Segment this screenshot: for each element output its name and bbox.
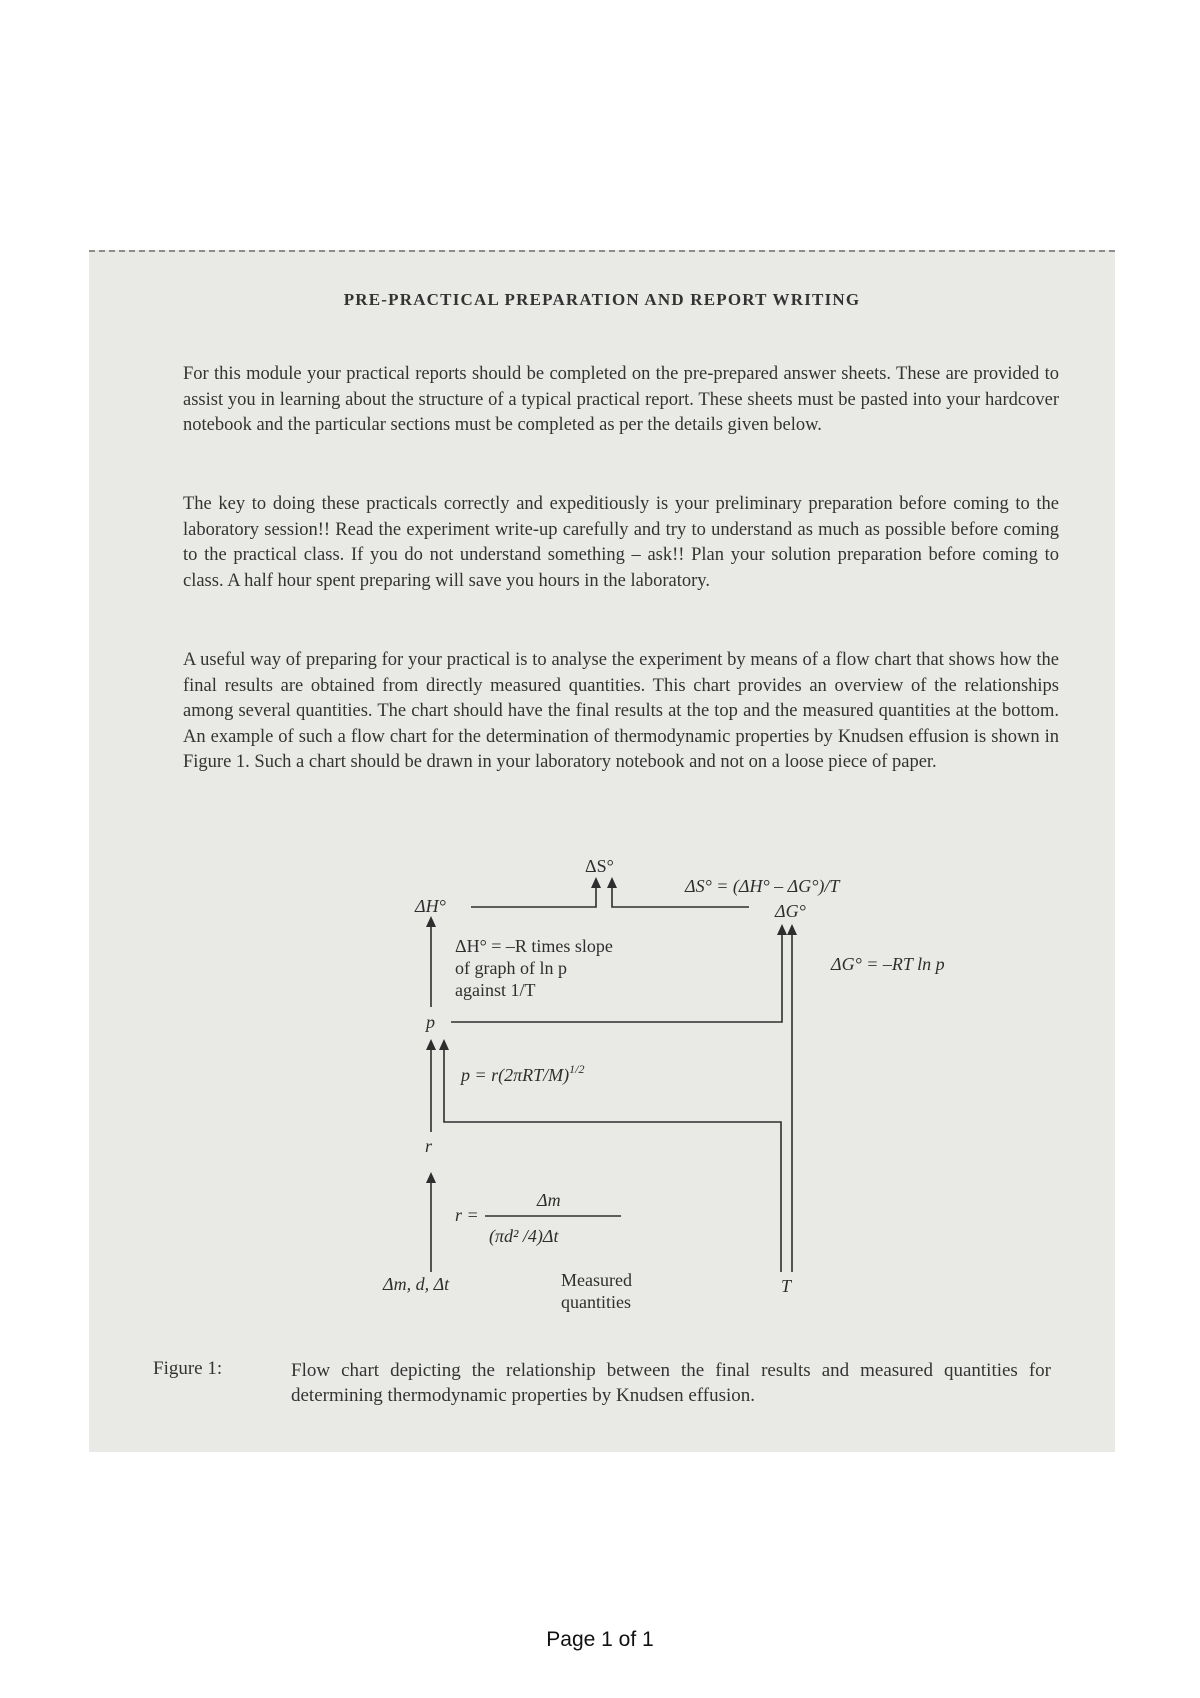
arrowhead-dg-left — [777, 924, 787, 935]
paragraph-answer-sheets: For this module your practical reports should be completed on the pre-prepared answer sheets. These are provided to assist you in learning about the structure of a typical practical report. These sheets must be pasted into your hardcover notebook and the particular sections must be completed as per the details given below. — [183, 364, 1059, 435]
flow-chart-diagram — [89, 252, 1115, 1454]
measured-label-line1: Measured — [561, 1270, 632, 1290]
figure-label: Figure 1: — [153, 1358, 223, 1379]
arrowhead-dg-right — [787, 924, 797, 935]
arrowhead-p-left — [426, 1039, 436, 1050]
arrowhead-p-right — [439, 1039, 449, 1050]
equation-delta-s: ΔS° = (ΔH° – ΔG°)/T — [685, 876, 840, 896]
paragraph-flow-chart: A useful way of preparing for your practical is to analyse the experiment by means of a flow chart that shows how the final results are obtained from directly measured quantities. This chart provides an overview of the relationships among several quantities. The chart should have the final results at the top and the measured quantities at the bottom. An example of such a flow chart for the determination of thermodynamic properties by Knudsen effusion is shown in Figure 1. Such a chart should be drawn in your laboratory notebook and not on a loose piece of paper. — [183, 650, 1059, 772]
arrowhead-dh — [426, 916, 436, 927]
figure-caption: Flow chart depicting the relationship between the final results and measured quantities for determining thermodynamic properties by Knudsen effusion. — [291, 1360, 1051, 1406]
equation-dg: ΔG° = –RT ln p — [831, 954, 945, 974]
node-measured-right: T — [781, 1276, 792, 1296]
scanned-page — [89, 250, 1115, 1452]
page-number: Page 1 of 1 — [546, 1628, 654, 1651]
equation-r-denominator: (πd² /4)Δt — [489, 1226, 559, 1246]
equation-p-main: p = r(2πRT/M) — [461, 1065, 570, 1085]
node-delta-s: ΔS° — [585, 856, 614, 876]
page-title: PRE-PRACTICAL PREPARATION AND REPORT WRITING — [343, 290, 861, 309]
arrowhead-ds-left — [591, 877, 601, 888]
arrowhead-r — [426, 1172, 436, 1183]
measured-label-line2: quantities — [561, 1292, 631, 1312]
equation-dh-line3: against 1/T — [455, 980, 536, 1000]
equation-dh-line2: of graph of ln p — [455, 958, 567, 978]
node-r: r — [425, 1136, 433, 1156]
arrowhead-ds-right — [607, 877, 617, 888]
equation-p-exponent: 1/2 — [569, 1062, 585, 1076]
paragraph-preparation: The key to doing these practicals correctly and expeditiously is your preliminary preparation before coming to the laboratory session!! Read the experiment write-up carefully and try to understand as much as possible before coming to the practical class. If you do not understand something – ask!! Plan your solution preparation before coming to class. A half hour spent preparing will save you hours in the laboratory. — [183, 494, 1059, 591]
node-delta-g: ΔG° — [775, 901, 806, 921]
equation-dh-line1: ΔH° = –R times slope — [455, 936, 613, 956]
node-measured-left: Δm, d, Δt — [383, 1274, 450, 1294]
connector-dh-ds — [471, 884, 596, 907]
equation-r-numerator: Δm — [537, 1190, 561, 1210]
equation-p — [459, 1062, 585, 1086]
node-p: p — [426, 1012, 435, 1032]
node-delta-h: ΔH° — [415, 896, 446, 916]
equation-r-lhs: r = — [455, 1205, 479, 1225]
